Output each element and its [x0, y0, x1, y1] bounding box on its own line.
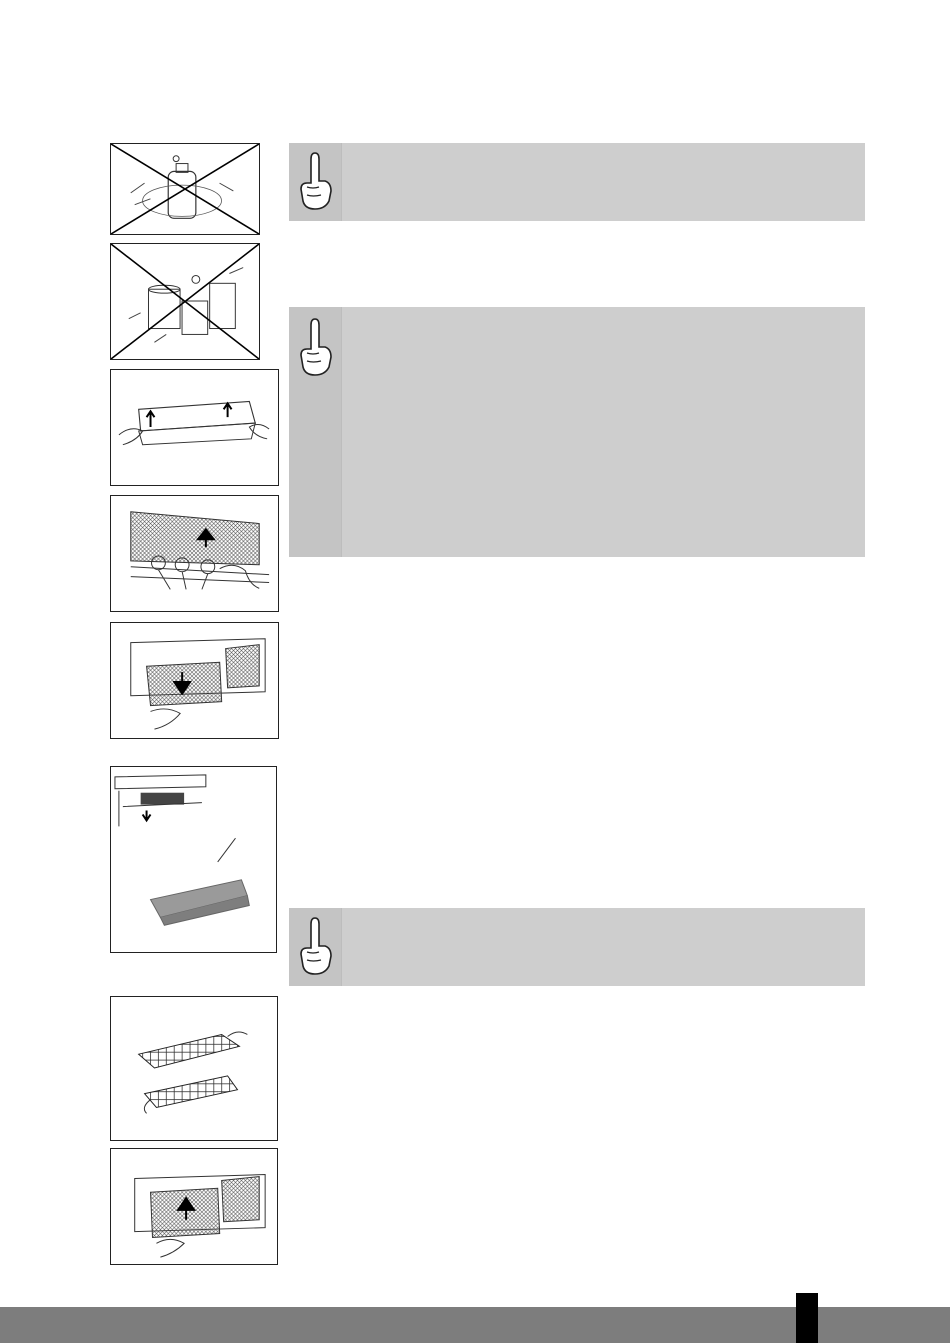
note-body [349, 155, 853, 209]
note-body [349, 920, 853, 974]
figure-no-chemicals-crossed [110, 143, 260, 235]
note-box-3 [289, 908, 865, 986]
figure-reinsert-air-filter [110, 1148, 278, 1265]
push-filter-up-arrow-icon [111, 1149, 277, 1264]
page-tab-marker [796, 1293, 818, 1343]
figure-unclip-air-filter [110, 495, 279, 612]
push-filter-up-arrow-icon [111, 496, 278, 611]
figure-remove-air-filter [110, 622, 279, 739]
note-box-1 [289, 143, 865, 221]
figure-open-front-panel [110, 369, 279, 486]
pointing-hand-icon [295, 914, 335, 976]
pointing-hand-icon [295, 149, 335, 211]
filter-cartridge-icon [111, 767, 276, 952]
figure-no-solvents-crossed [110, 243, 260, 360]
filter-frames-icon [111, 997, 277, 1140]
prohibited-solvent-cans-icon [111, 244, 259, 359]
figure-remove-purifying-filter [110, 766, 277, 953]
figure-clean-filters [110, 996, 278, 1141]
prohibited-spray-bottle-icon [111, 144, 259, 234]
note-box-2 [289, 307, 865, 557]
pointing-hand-icon [295, 315, 335, 377]
pull-filter-down-arrow-icon [111, 623, 278, 738]
note-body [349, 319, 853, 545]
lift-panel-arrows-icon [111, 370, 278, 485]
